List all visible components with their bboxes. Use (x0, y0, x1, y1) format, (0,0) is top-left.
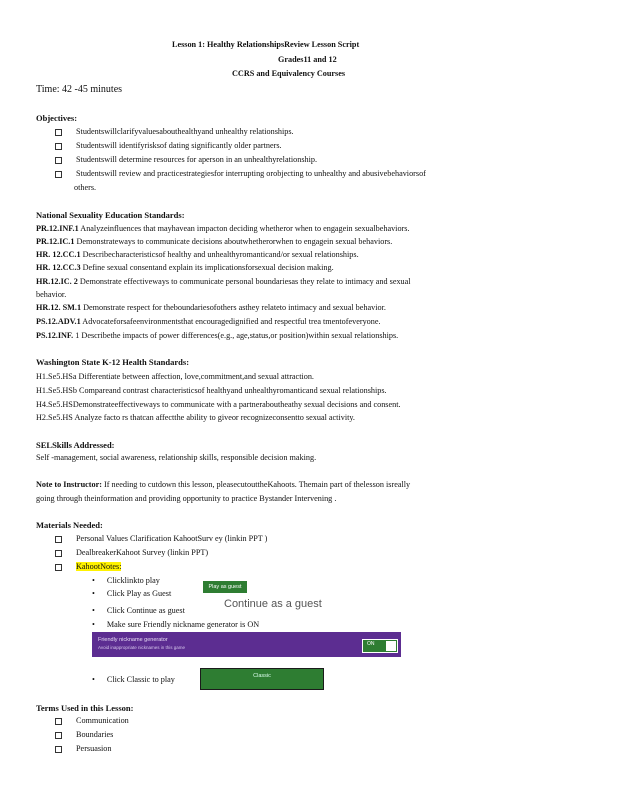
nses-line: PR.12.INF.1 Analyzeinfluences that mayhavean impacton deciding whetheror when to engagein sexualbehaviors. (36, 224, 410, 233)
header-line-3: CCRS and Equivalency Courses (232, 69, 346, 78)
nses-line: HR.12. SM.1 Demonstrate respect for theboundariesofothers asthey relateto intimacy and sexual behavior. (36, 303, 386, 312)
nses-line: HR.12.IC. 2 Demonstrate effectiveways to communicate personal boundariesas they relate to intimacy and sexual (36, 277, 411, 286)
objective-continuation: others. (74, 183, 97, 192)
friendly-nickname-subtitle: Avoid inappropriate nicknames in this game (98, 645, 185, 650)
objectives-heading: Objectives: (36, 113, 78, 123)
toggle-label: ON (367, 641, 375, 647)
washington-heading: Washington State K-12 Health Standards: (36, 357, 190, 367)
nses-line: PS.12.ADV.1 Advocateforsafeenvironmentsthat encouragedignified and respectful trea tmentofeveryone. (36, 317, 381, 326)
nses-heading: National Sexuality Education Standards: (36, 210, 185, 220)
objective-item: Studentswillclarifyvaluesabouthealthyand unhealthy relationships. (55, 127, 294, 136)
continue-as-guest-text[interactable]: Continue as a guest (224, 598, 322, 610)
nses-line: HR. 12.CC.3 Define sexual consentand explain its implicationsforsexual decision making. (36, 263, 334, 272)
time-label: Time: 42 -45 minutes (36, 84, 123, 95)
materials-item: Personal Values Clarification KahootSurv ey (linkin PPT ) (55, 534, 267, 543)
washington-line: H2.Se5.HS Analyze facto rs thatcan affectthe ability to giveor recognizeconsentto sexual activity. (36, 413, 355, 422)
kahoot-step: • Click Continue as guest (92, 606, 185, 615)
classic-button[interactable]: Classic (200, 668, 324, 690)
washington-line: H1.Se5.HSb Compareand contrast characteristicsof healthyand unhealthyromanticand sexual relationships. (36, 386, 387, 395)
nses-line: PR.12.IC.1 Demonstrateways to communicate decisions aboutwhetherorwhen to engagein sexual behaviors. (36, 237, 393, 246)
play-as-guest-button[interactable]: Play as guest (203, 581, 247, 593)
objective-item: Studentswill identifyrisksof dating significantly older partners. (55, 141, 282, 150)
sel-heading: SELSkills Addressed: (36, 440, 115, 450)
kahoot-step: • Click Play as Guest (92, 589, 171, 598)
instructor-note-line-2: going through theinformation and providing opportunity to practice Bystander Intervening . (36, 494, 337, 503)
materials-item: KahootNotes: (55, 562, 121, 571)
header-line-2: Grades11 and 12 (278, 55, 337, 64)
term-item: Persuasion (55, 744, 111, 753)
kahoot-step: • Click Classic to play (92, 675, 175, 684)
materials-heading: Materials Needed: (36, 520, 103, 530)
nses-line: behavior. (36, 290, 67, 299)
instructor-note-line-1: Note to Instructor: If needing to cutdown this lesson, pleasecutouttheKahoots. Themain part of thelesson isreally (36, 480, 411, 489)
term-item: Communication (55, 716, 129, 725)
terms-heading: Terms Used in this Lesson: (36, 703, 134, 713)
header-line-1: Lesson 1: Healthy RelationshipsReview Lesson Script (172, 40, 360, 49)
sel-text: Self -management, social awareness, relationship skills, responsible decision making. (36, 453, 317, 462)
friendly-nickname-toggle[interactable] (362, 639, 398, 653)
objective-item: Studentswill determine resources for aperson in an unhealthyrelationship. (55, 155, 317, 164)
kahoot-step: • Make sure Friendly nickname generator is ON (92, 620, 259, 629)
nses-line: HR. 12.CC.1 Describecharacteristicsof healthy and unhealthyromanticand/or sexual relationships. (36, 250, 359, 259)
washington-line: H4.Se5.HSDemonstrateeffectiveways to communicate with a partneraboutheathy sexual decisions and consent. (36, 400, 401, 409)
term-item: Boundaries (55, 730, 113, 739)
objective-item: Studentswill review and practicestrategiesfor interrupting orobjecting to unhealthy and abusivebehaviorsof (55, 169, 426, 178)
friendly-nickname-title: Friendly nickname generator (98, 637, 168, 643)
washington-line: H1.Se5.HSa Differentiate between affection, love,commitment,and sexual attraction. (36, 372, 314, 381)
kahoot-step: • Clicklinkto play (92, 576, 160, 585)
nses-line: PS.12.INF. 1 Describethe impacts of power differences(e.g., age,status,or position)within sexual relationships. (36, 331, 399, 340)
materials-item: DealbreakerKahoot Survey (linkin PPT) (55, 548, 208, 557)
toggle-knob (386, 641, 396, 651)
friendly-nickname-panel (92, 632, 401, 657)
